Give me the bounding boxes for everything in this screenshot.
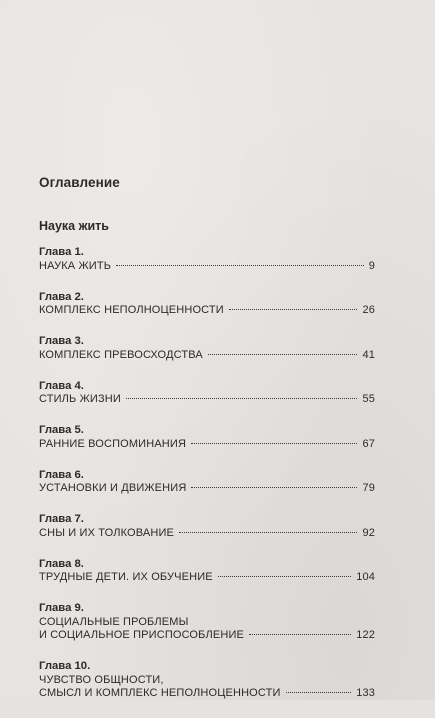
chapter-title-line bbox=[39, 687, 375, 701]
toc-entry-7 bbox=[39, 513, 375, 540]
page-number: 92 bbox=[362, 526, 375, 539]
chapter-title: ТРУДНЫЕ ДЕТИ. ИХ ОБУЧЕНИЕ bbox=[39, 571, 213, 583]
dot-leader bbox=[218, 576, 351, 577]
page-number: 79 bbox=[362, 482, 375, 494]
toc-entry-5 bbox=[39, 424, 375, 451]
chapter-title-first-line: СОЦИАЛЬНЫЕ ПРОБЛЕМЫ bbox=[39, 615, 189, 628]
page-number: 26 bbox=[362, 304, 375, 316]
chapter-label: Глава 4. bbox=[39, 379, 84, 392]
toc-entry-4 bbox=[39, 380, 375, 407]
toc-entry-3 bbox=[39, 335, 375, 362]
page-number: 104 bbox=[356, 571, 375, 583]
chapter-title-line bbox=[39, 304, 375, 318]
chapter-title-line bbox=[39, 393, 375, 407]
page-number: 67 bbox=[362, 437, 375, 450]
chapter-title: УСТАНОВКИ И ДВИЖЕНИЯ bbox=[39, 482, 187, 494]
section-title: Наука жить bbox=[39, 219, 109, 233]
chapter-title: И СОЦИАЛЬНОЕ ПРИСПОСОБЛЕНИЕ bbox=[39, 629, 244, 641]
chapter-title: СНЫ И ИХ ТОЛКОВАНИЕ bbox=[39, 526, 175, 539]
page-number: 122 bbox=[356, 629, 375, 641]
toc-entry-6 bbox=[39, 469, 375, 496]
toc-entry-2 bbox=[39, 291, 375, 318]
toc-entry-1 bbox=[39, 246, 375, 273]
page-number: 41 bbox=[362, 348, 375, 361]
chapter-label: Глава 2. bbox=[39, 290, 84, 303]
chapter-label: Глава 5. bbox=[39, 424, 84, 436]
dot-leader bbox=[286, 692, 352, 693]
dot-leader bbox=[229, 309, 358, 310]
toc-entry-9 bbox=[39, 602, 375, 643]
chapter-title: СМЫСЛ И КОМПЛЕКС НЕПОЛНОЦЕННОСТИ bbox=[39, 687, 281, 699]
chapter-title-line bbox=[39, 629, 375, 643]
chapter-label: Глава 9. bbox=[39, 602, 84, 614]
dot-leader bbox=[191, 443, 357, 444]
chapter-title: РАННИЕ ВОСПОМИНАНИЯ bbox=[39, 437, 187, 450]
toc-heading: Оглавление bbox=[39, 175, 120, 190]
dot-leader bbox=[249, 634, 351, 635]
dot-leader bbox=[126, 398, 358, 399]
chapter-title: НАУКА ЖИТЬ bbox=[39, 259, 112, 272]
chapter-title-line bbox=[39, 527, 375, 541]
chapter-title-line bbox=[39, 349, 375, 363]
chapter-label: Глава 7. bbox=[39, 513, 84, 525]
dot-leader bbox=[116, 265, 364, 266]
chapter-title: КОМПЛЕКС НЕПОЛНОЦЕННОСТИ bbox=[39, 304, 224, 316]
toc-entry-10 bbox=[39, 660, 375, 701]
page-number: 133 bbox=[356, 687, 375, 699]
chapter-title-first-line: ЧУВСТВО ОБЩНОСТИ, bbox=[39, 673, 164, 686]
dot-leader bbox=[179, 532, 357, 533]
page-number: 9 bbox=[368, 259, 375, 272]
chapter-title-line bbox=[39, 438, 375, 452]
toc-entry-8 bbox=[39, 558, 375, 585]
chapter-label: Глава 3. bbox=[39, 335, 84, 347]
chapter-title: КОМПЛЕКС ПРЕВОСХОДСТВА bbox=[39, 348, 203, 361]
chapter-title-line bbox=[39, 260, 375, 274]
chapter-label: Глава 10. bbox=[39, 660, 91, 672]
chapter-label: Глава 1. bbox=[39, 246, 84, 258]
chapter-title-line bbox=[39, 482, 375, 496]
dot-leader bbox=[191, 487, 357, 488]
dot-leader bbox=[208, 354, 358, 355]
page-number: 55 bbox=[362, 393, 375, 405]
chapter-title: СТИЛЬ ЖИЗНИ bbox=[39, 393, 121, 405]
chapter-title-line bbox=[39, 571, 375, 585]
toc-entries bbox=[39, 246, 375, 718]
chapter-label: Глава 6. bbox=[39, 468, 84, 481]
chapter-label: Глава 8. bbox=[39, 557, 84, 570]
